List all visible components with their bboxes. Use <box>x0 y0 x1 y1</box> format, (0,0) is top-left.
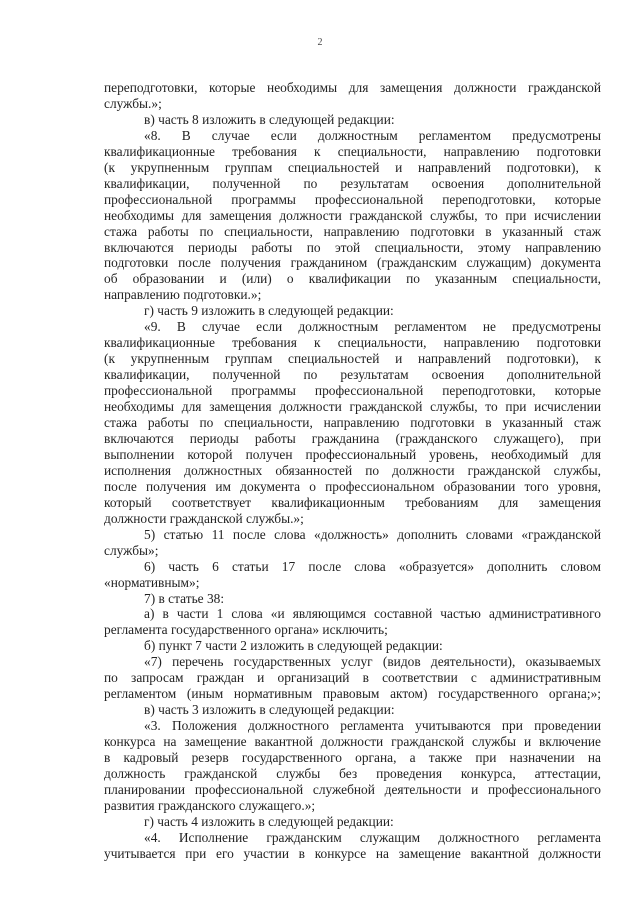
document-body <box>104 80 601 862</box>
text-line: (к укрупненным группам специальностей и направлений подготовки), к <box>104 159 601 175</box>
text-line: стажа работы по специальности, направлению подготовки в указанный стаж <box>104 415 601 431</box>
text-line: включаются периоды работы по этой специальности, этому направлению <box>104 239 601 255</box>
text-line: «7) перечень государственных услуг (видов деятельности), оказываемых <box>144 654 601 670</box>
text-line: службы.»; <box>104 95 162 111</box>
text-line: по запросам граждан и организаций в соответствии с административным <box>104 670 601 686</box>
text-line: регламентом (иным нормативным правовым актом) государственного органа;»; <box>104 686 601 702</box>
text-line: выполнении которой получен профессиональный уровень, необходимый для <box>104 446 601 462</box>
text-line: переподготовки, которые необходимы для замещения должности гражданской <box>104 80 601 95</box>
text-line: в кадровый резерв государственного органа, а также при назначении на <box>104 750 601 766</box>
text-line: (к укрупненным группам специальностей и направлений подготовки), к <box>104 351 601 367</box>
text-line: квалификации, полученной по результатам освоения дополнительной <box>104 175 601 191</box>
text-line: «3. Положения должностного регламента учитываются при проведении <box>144 718 601 734</box>
text-line: планировании профессиональной служебной деятельности и профессионального <box>104 781 601 797</box>
text-line: необходимы для замещения должности гражданской службы, то при исчислении <box>104 207 601 223</box>
text-line: «4. Исполнение гражданским служащим должностного регламента <box>144 829 601 845</box>
text-line: развития гражданского служащего.»; <box>104 797 316 813</box>
text-line: г) часть 9 изложить в следующей редакции: <box>144 303 394 319</box>
text-line: а) в части 1 слова «и являющимся составной частью административного <box>144 606 601 622</box>
text-line: об образовании и (или) о квалификации по указанным специальности, <box>104 271 601 287</box>
text-line: квалификационные требования к специальности, направлению подготовки <box>104 143 601 159</box>
text-line: б) пункт 7 части 2 изложить в следующей редакции: <box>144 638 443 654</box>
text-line: «8. В случае если должностным регламентом предусмотрены <box>144 127 601 143</box>
text-line: «9. В случае если должностным регламентом не предусмотрены <box>144 319 601 335</box>
text-line: регламента государственного органа» исключить; <box>104 622 388 638</box>
text-line: исполнения должностных обязанностей по должности гражданской службы, <box>104 462 601 478</box>
text-line: подготовки после получения гражданином (гражданским служащим) документа <box>104 255 601 271</box>
text-line: должность гражданской службы без проведения конкурса, аттестации, <box>104 765 601 781</box>
text-line: 6) часть 6 статьи 17 после слова «образуется» дополнить словом <box>144 558 601 574</box>
text-line: в) часть 3 изложить в следующей редакции: <box>144 702 395 718</box>
text-line: стажа работы по специальности, направлению подготовки в указанный стаж <box>104 223 601 239</box>
text-line: квалификационные требования к специальности, направлению подготовки <box>104 335 601 351</box>
text-line: профессиональной программы профессиональной переподготовки, которые <box>104 383 601 399</box>
text-line: включаются периоды работы гражданина (гражданского служащего), при <box>104 430 601 446</box>
text-line: 7) в статье 38: <box>144 590 225 606</box>
text-line: службы»; <box>104 542 159 558</box>
text-line: г) часть 4 изложить в следующей редакции: <box>144 813 394 829</box>
text-line: квалификации, полученной по результатам освоения дополнительной <box>104 367 601 383</box>
text-line: «нормативным»; <box>104 574 200 590</box>
text-line: учитывается при его участии в конкурсе на замещение вакантной должности <box>104 845 601 861</box>
text-line: в) часть 8 изложить в следующей редакции: <box>144 111 395 127</box>
page-number: 2 <box>317 37 323 48</box>
text-line: 5) статью 11 после слова «должность» дополнить словами «гражданской <box>144 526 601 542</box>
text-line: необходимы для замещения должности гражданской службы, то при исчислении <box>104 399 601 415</box>
text-line: должности гражданской службы.»; <box>104 510 304 526</box>
text-line: который соответствует квалификационным требованиям для замещения <box>104 494 601 510</box>
text-line: после получения им документа о профессиональном образовании того уровня, <box>104 478 601 494</box>
text-line: конкурса на замещение вакантной должности гражданской службы и включение <box>104 734 601 750</box>
text-line: профессиональной программы профессиональной переподготовки, которые <box>104 191 601 207</box>
text-line: направлению подготовки.»; <box>104 287 262 303</box>
